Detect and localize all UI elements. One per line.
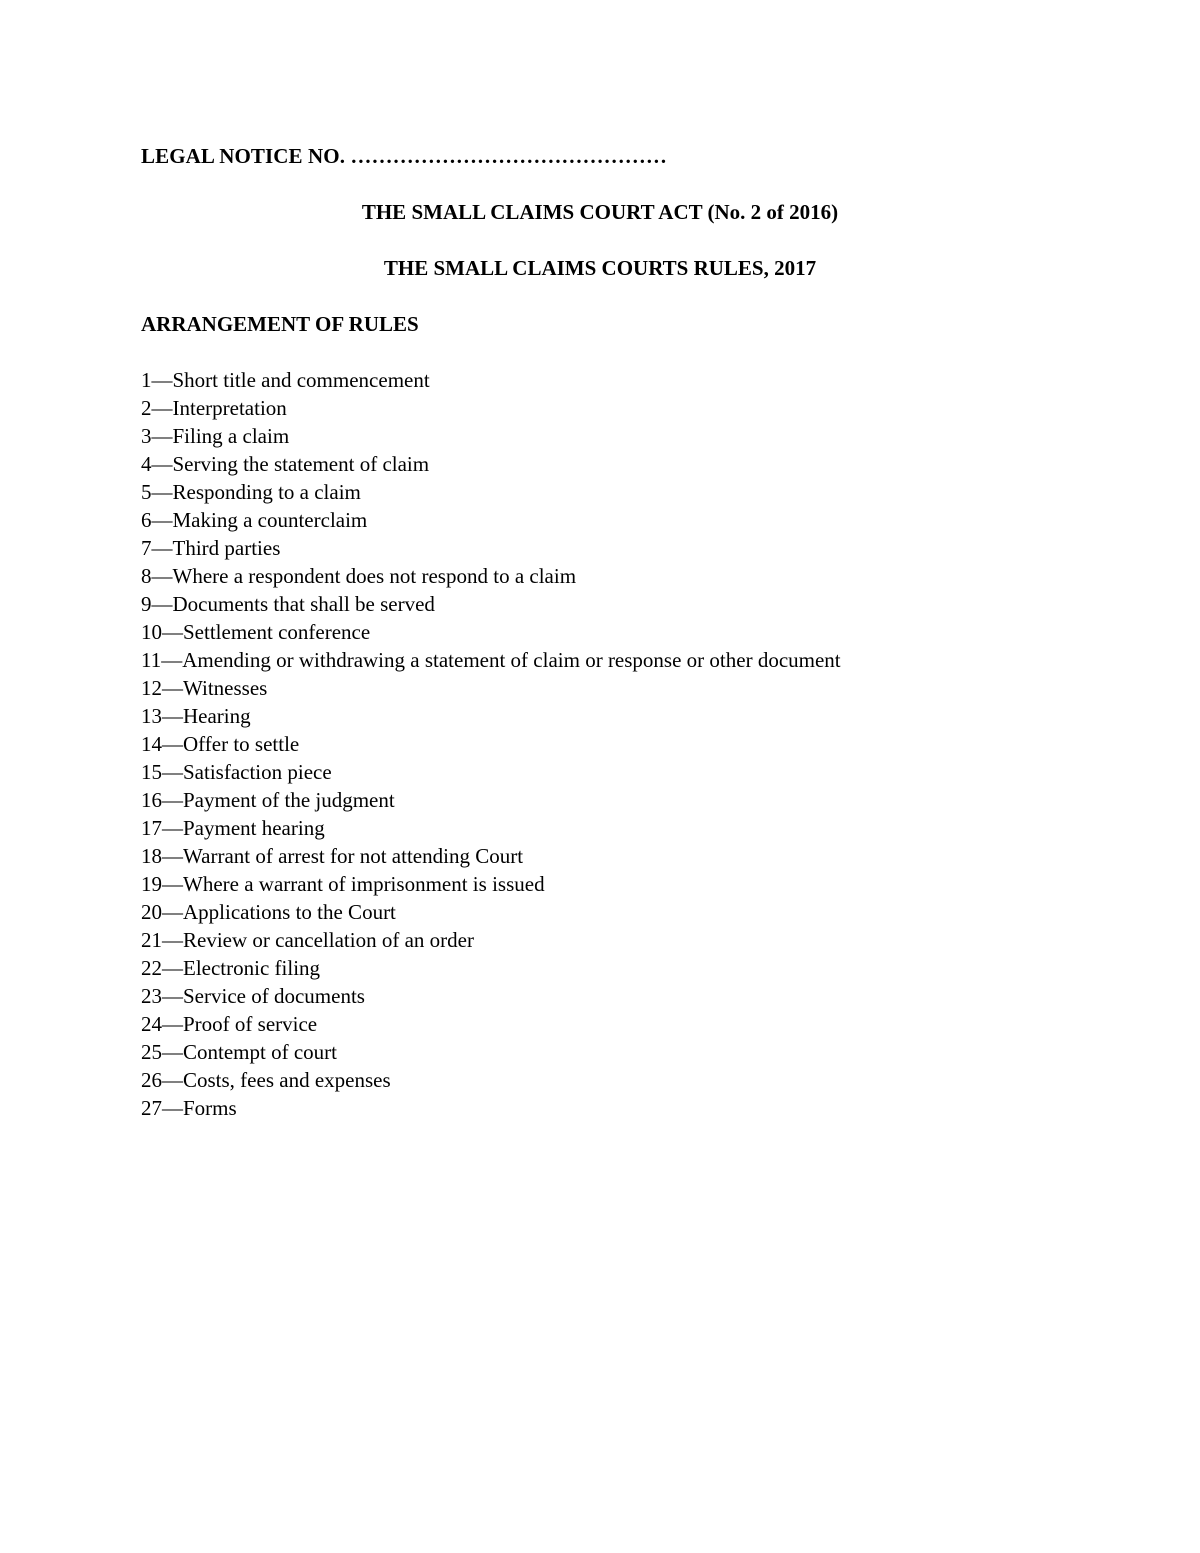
rule-item: 24—Proof of service: [141, 1012, 318, 1036]
rules-title: THE SMALL CLAIMS COURTS RULES, 2017: [383, 256, 817, 280]
rule-item: 17—Payment hearing: [141, 816, 325, 840]
rule-item: 5—Responding to a claim: [141, 480, 361, 504]
rule-item: 23—Service of documents: [141, 984, 365, 1008]
rule-item: 10—Settlement conference: [141, 620, 371, 644]
rule-item: 26—Costs, fees and expenses: [141, 1068, 391, 1092]
rule-item: 1—Short title and commencement: [141, 368, 430, 392]
rule-item: 22—Electronic filing: [141, 956, 321, 980]
rule-item: 15—Satisfaction piece: [141, 760, 332, 784]
rule-item: 2—Interpretation: [141, 396, 287, 420]
rule-item: 18—Warrant of arrest for not attending Court: [141, 844, 524, 868]
rules-list: [141, 366, 841, 1122]
rule-item: 3—Filing a claim: [141, 424, 290, 448]
rule-item: 6—Making a counterclaim: [141, 508, 368, 532]
rule-item: 4—Serving the statement of claim: [141, 452, 430, 476]
rule-item: 16—Payment of the judgment: [141, 788, 395, 812]
rule-item: 8—Where a respondent does not respond to a claim: [141, 564, 577, 588]
rule-item: 21—Review or cancellation of an order: [141, 928, 474, 952]
rule-item: 12—Witnesses: [141, 676, 268, 700]
legal-notice-line: LEGAL NOTICE NO. ………………………………………: [141, 144, 667, 168]
rule-item: 19—Where a warrant of imprisonment is issued: [141, 872, 545, 896]
rule-item: 25—Contempt of court: [141, 1040, 337, 1064]
rule-item: 14—Offer to settle: [141, 732, 300, 756]
rule-item: 9—Documents that shall be served: [141, 592, 435, 616]
rule-item: 20—Applications to the Court: [141, 900, 396, 924]
rule-item: 27—Forms: [141, 1096, 237, 1120]
arrangement-heading: ARRANGEMENT OF RULES: [141, 312, 419, 336]
act-title: THE SMALL CLAIMS COURT ACT (No. 2 of 2016): [361, 200, 839, 224]
rule-item: 11—Amending or withdrawing a statement of claim or response or other document: [141, 648, 841, 672]
rule-item: 7—Third parties: [141, 536, 281, 560]
rule-item: 13—Hearing: [141, 704, 251, 728]
